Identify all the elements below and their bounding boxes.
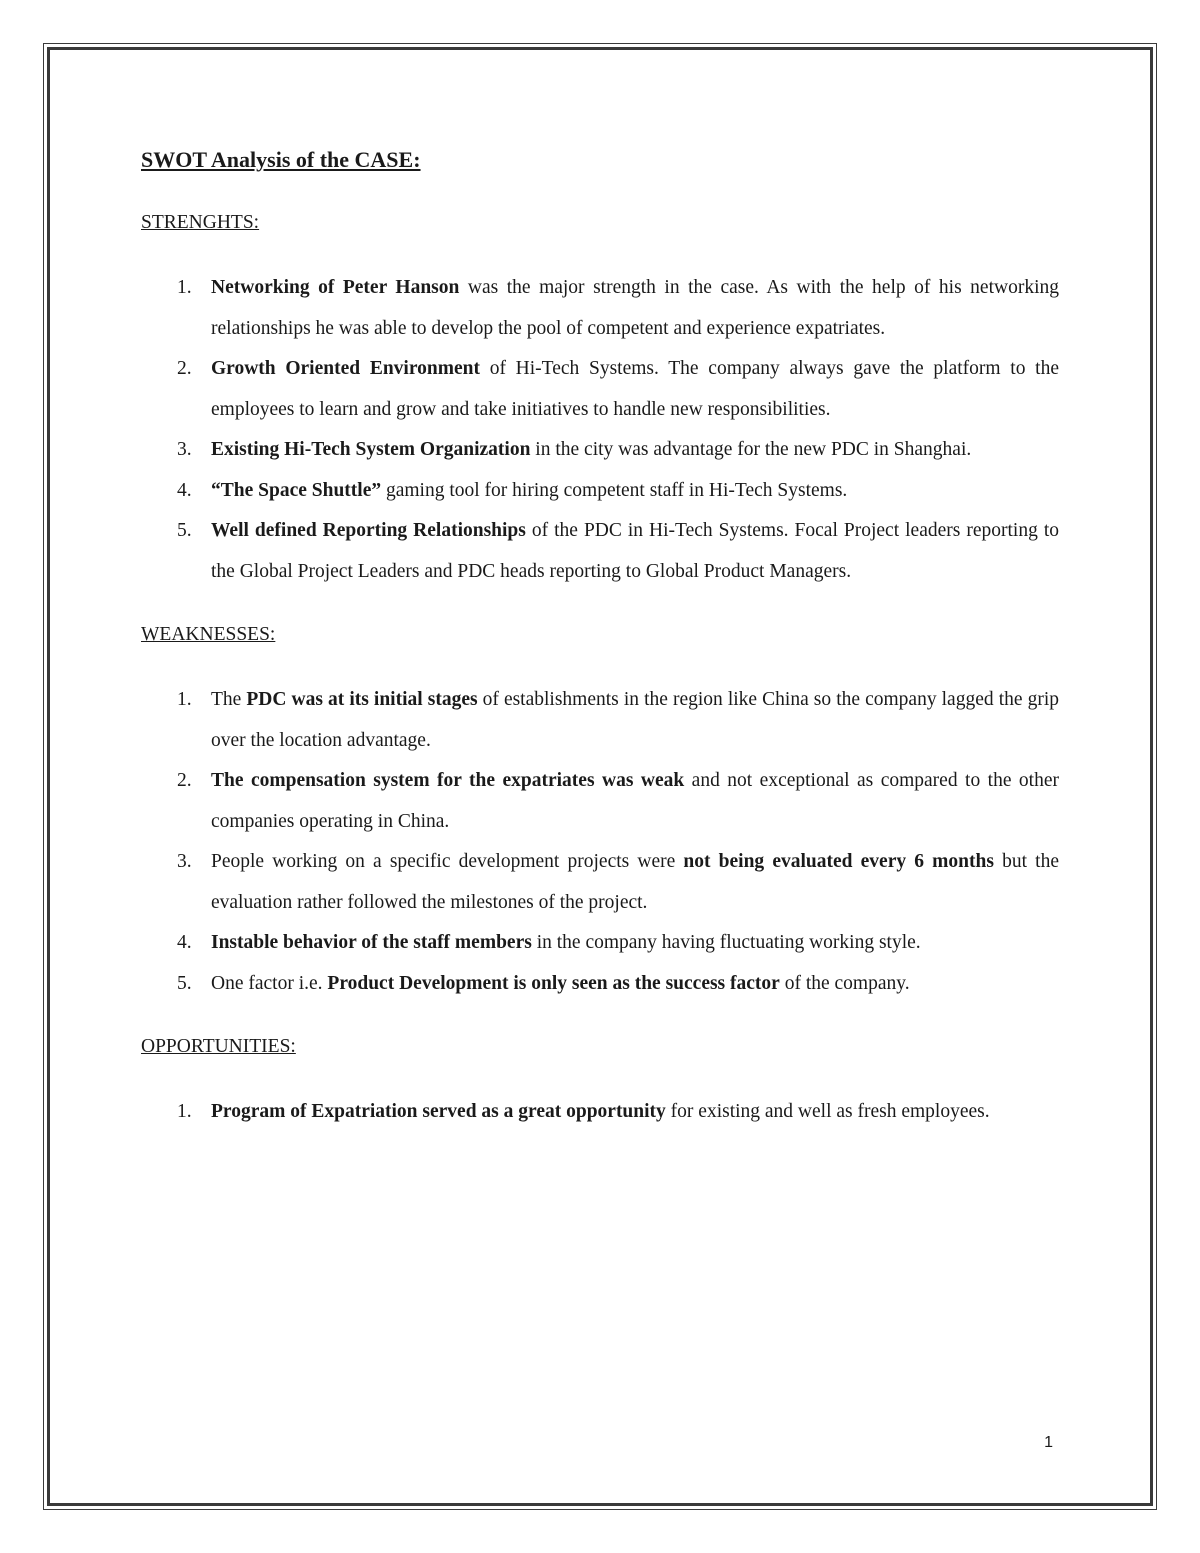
list-number: 1.: [177, 277, 192, 298]
item-text: was the major strength in the case. As with the help of his networking relationships he was able to develop the pool of competent and experience expatriates.: [211, 277, 1059, 339]
list-number: 4.: [177, 479, 192, 501]
list-item: [141, 349, 1059, 430]
list-item: [141, 511, 1059, 592]
list-number: 3.: [177, 851, 192, 872]
bold-phrase: Instable behavior of the staff members: [211, 932, 532, 953]
bold-phrase: Well defined Reporting Relationships: [211, 520, 526, 541]
item-text: of the PDC in Hi-Tech Systems. Focal Project leaders reporting to the Global Project Leaders and PDC heads reporting to Global Product Managers.: [211, 520, 1059, 582]
bold-phrase: PDC was at its initial stages: [246, 689, 478, 710]
item-text: for existing and well as fresh employees.: [665, 1101, 990, 1122]
list-number: 1.: [177, 689, 192, 710]
list-number: 1.: [177, 1101, 192, 1122]
item-text: of Hi-Tech Systems. The company always gave the platform to the employees to learn and grow and take initiatives to handle new responsibilities.: [211, 358, 1059, 420]
page-number: 1: [1044, 1434, 1053, 1451]
bold-phrase: Networking of Peter Hanson: [211, 277, 460, 298]
strengths-list: [141, 268, 1059, 592]
list-item: [141, 923, 1059, 964]
document-body: [141, 140, 1059, 1133]
bold-phrase: The compensation system for the expatriates was weak: [211, 770, 685, 791]
bold-phrase: “The Space Shuttle”: [211, 479, 382, 501]
item-text: in the company having fluctuating working style.: [531, 932, 921, 953]
weaknesses-list: [141, 680, 1059, 1004]
list-item: [141, 680, 1059, 761]
bold-phrase: not being evaluated every 6 months: [683, 851, 994, 872]
bold-phrase: Product Development is only seen as the success factor: [327, 972, 780, 994]
list-number: 3.: [177, 439, 192, 460]
item-text: gaming tool for hiring competent staff in Hi-Tech Systems.: [381, 479, 848, 501]
list-number: 2.: [177, 358, 192, 379]
item-text-pre: One factor i.e.: [211, 972, 328, 994]
bold-phrase: Growth Oriented Environment: [211, 358, 480, 379]
list-number: 5.: [177, 972, 192, 994]
bold-phrase: Existing Hi-Tech System Organization: [211, 439, 531, 460]
list-item: [141, 842, 1059, 923]
opportunities-heading: OPPORTUNITIES:: [141, 1036, 296, 1057]
list-item: [141, 964, 1059, 1005]
list-item: [141, 1092, 1059, 1133]
list-item: [141, 471, 1059, 512]
list-item: [141, 761, 1059, 842]
item-text: in the city was advantage for the new PDC in Shanghai.: [530, 439, 972, 460]
list-item: [141, 430, 1059, 471]
strengths-heading: STRENGHTS:: [141, 212, 260, 233]
list-number: 5.: [177, 520, 192, 541]
opportunities-list: [141, 1092, 1059, 1133]
item-text: of establishments in the region like China so the company lagged the grip over the location advantage.: [211, 689, 1059, 751]
document-title: SWOT Analysis of the CASE:: [141, 147, 421, 172]
item-text: of the company.: [779, 972, 910, 994]
item-text: and not exceptional as compared to the other companies operating in China.: [211, 770, 1060, 832]
list-number: 4.: [177, 932, 192, 953]
weaknesses-heading: WEAKNESSES:: [141, 624, 276, 645]
item-text-pre: The: [211, 689, 247, 710]
list-item: [141, 268, 1059, 349]
item-text: but the evaluation rather followed the milestones of the project.: [211, 851, 1059, 913]
bold-phrase: Program of Expatriation served as a great opportunity: [211, 1101, 666, 1122]
list-number: 2.: [177, 770, 192, 791]
item-text-pre: People working on a specific development projects were: [211, 851, 684, 872]
